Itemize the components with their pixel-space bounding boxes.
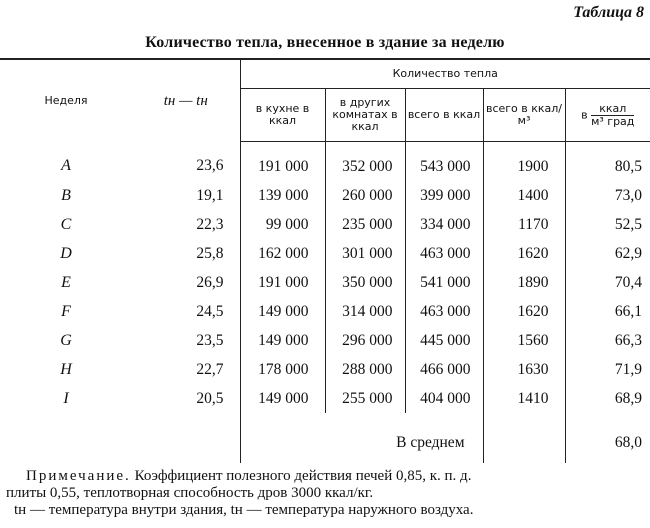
cell-diff: 20,5 (196, 389, 224, 407)
cell-diff: 22,3 (196, 215, 224, 233)
note-line-2: плиты 0,55, теплотворная способность дров 3000 ккал/кг. (6, 485, 374, 501)
cell-total: 463 000 (405, 297, 483, 326)
cell-kitchen: 149 000 (240, 384, 325, 413)
cell-kitchen: 99 000 (240, 210, 325, 239)
cell-diff: 23,6 (196, 157, 224, 175)
header-per-m3-deg-prefix: в (581, 108, 588, 121)
cell-per-m3-deg: 62,9 (565, 239, 650, 268)
cell-total: 334 000 (405, 210, 483, 239)
cell-per-m3-deg: 68,9 (565, 384, 650, 413)
table-number: Таблица 8 (573, 4, 644, 21)
cell-per-m3: 1170 (483, 210, 565, 239)
cell-total: 541 000 (405, 268, 483, 297)
header-heat-group: Количество тепла (240, 59, 650, 89)
cell-total: 466 000 (405, 355, 483, 384)
header-other-rooms: в других комнатах в ккал (325, 89, 405, 142)
header-temp-diff: tн — tн (132, 59, 240, 142)
cell-kitchen: 149 000 (240, 297, 325, 326)
cell-per-m3: 1620 (483, 297, 565, 326)
note-line-1 (26, 468, 646, 485)
cell-other: 260 000 (325, 181, 405, 210)
header-per-m3: всего в ккал/м³ (483, 89, 565, 142)
cell-total: 445 000 (405, 326, 483, 355)
table-title: Количество тепла, внесенное в здание за неделю (145, 34, 505, 51)
average-label: В среднем (396, 434, 465, 451)
cell-per-m3-deg: 73,0 (565, 181, 650, 210)
cell-other: 350 000 (325, 268, 405, 297)
header-week: Неделя (0, 59, 132, 142)
header-per-m3-deg (565, 89, 650, 142)
cell-other: 296 000 (325, 326, 405, 355)
cell-week: H (60, 360, 72, 378)
cell-diff: 24,5 (196, 302, 224, 320)
cell-per-m3-deg: 80,5 (565, 142, 650, 182)
cell-per-m3: 1400 (483, 181, 565, 210)
cell-other: 288 000 (325, 355, 405, 384)
fraction-denominator: м³ град (591, 114, 635, 128)
cell-other: 255 000 (325, 384, 405, 413)
table-row (0, 142, 650, 182)
cell-kitchen: 191 000 (240, 268, 325, 297)
table-row (0, 268, 650, 297)
cell-per-m3-deg: 71,9 (565, 355, 650, 384)
cell-diff: 26,9 (196, 273, 224, 291)
cell-kitchen: 149 000 (240, 326, 325, 355)
cell-diff: 22,7 (196, 360, 224, 378)
cell-diff: 19,1 (196, 186, 224, 204)
table-row (0, 181, 650, 210)
cell-per-m3-deg: 66,1 (565, 297, 650, 326)
cell-week: F (61, 302, 71, 320)
table-row (0, 210, 650, 239)
unit-fraction (591, 103, 634, 128)
cell-week: G (60, 331, 72, 349)
cell-per-m3-deg: 70,4 (565, 268, 650, 297)
cell-per-m3: 1560 (483, 326, 565, 355)
average-row (0, 413, 650, 463)
table-row (0, 384, 650, 413)
average-value: 68,0 (565, 413, 650, 463)
cell-diff: 25,8 (196, 244, 224, 262)
header-total: всего в ккал (405, 89, 483, 142)
cell-week: A (61, 157, 71, 175)
cell-per-m3: 1630 (483, 355, 565, 384)
note-line-3: tн — температура внутри здания, tн — температура наружного воздуха. (14, 502, 474, 518)
cell-per-m3-deg: 66,3 (565, 326, 650, 355)
cell-kitchen: 178 000 (240, 355, 325, 384)
cell-total: 463 000 (405, 239, 483, 268)
table-note (6, 468, 646, 519)
cell-per-m3: 1620 (483, 239, 565, 268)
cell-diff: 23,5 (196, 331, 224, 349)
cell-total: 399 000 (405, 181, 483, 210)
table-row (0, 239, 650, 268)
cell-other: 301 000 (325, 239, 405, 268)
note-text-1: Коэффициент полезного действия печей 0,85, к. п. д. (134, 468, 472, 484)
header-kitchen: в кухне в ккал (240, 89, 325, 142)
cell-week: B (61, 186, 71, 204)
cell-week: E (61, 273, 71, 291)
cell-total: 543 000 (405, 142, 483, 182)
cell-total: 404 000 (405, 384, 483, 413)
cell-per-m3: 1900 (483, 142, 565, 182)
fraction-numerator: ккал (591, 103, 634, 116)
cell-kitchen: 162 000 (240, 239, 325, 268)
cell-week: C (60, 215, 72, 233)
cell-other: 352 000 (325, 142, 405, 182)
note-lead: Примечание. (26, 468, 131, 484)
table-row (0, 326, 650, 355)
cell-kitchen: 191 000 (240, 142, 325, 182)
heat-table (0, 58, 650, 463)
table-row (0, 297, 650, 326)
cell-per-m3: 1410 (483, 384, 565, 413)
cell-per-m3: 1890 (483, 268, 565, 297)
cell-other: 235 000 (325, 210, 405, 239)
table-row (0, 355, 650, 384)
cell-week: I (63, 389, 69, 407)
cell-per-m3-deg: 52,5 (565, 210, 650, 239)
cell-kitchen: 139 000 (240, 181, 325, 210)
cell-week: D (60, 244, 72, 262)
cell-other: 314 000 (325, 297, 405, 326)
